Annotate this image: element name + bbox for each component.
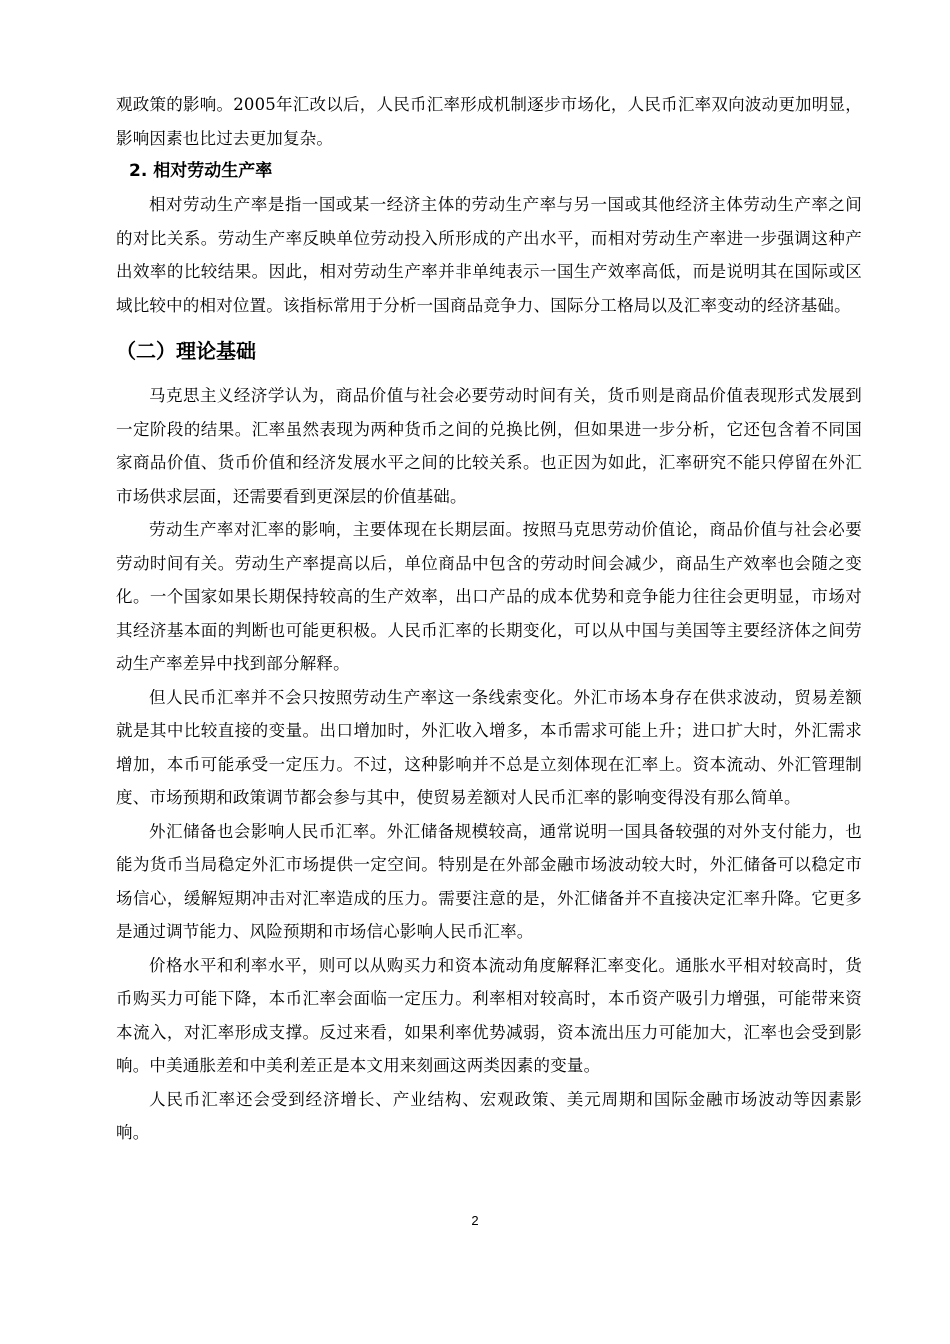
body-paragraph: 外汇储备也会影响人民币汇率。外汇储备规模较高，通常说明一国具备较强的对外支付能力，也能为货币当局稳定外汇市场提供一定空间。特别是在外部金融市场波动较大时，外汇储备可以稳定市场信心，缓解短期冲击对汇率造成的压力。需要注意的是，外汇储备并不直接决定汇率升降。它更多是通过调节能力、风险预期和市场信心影响人民币汇率。 [116,821,862,941]
subsection-paragraph: 相对劳动生产率是指一国或某一经济主体的劳动生产率与另一国或其他经济主体劳动生产率之间的对比关系。劳动生产率反映单位劳动投入所形成的产出水平，而相对劳动生产率进一步强调这种产出效率的比较结果。因此，相对劳动生产率并非单纯表示一国生产效率高低，而是说明其在国际或区域比较中的相对位置。该指标常用于分析一国商品竞争力、国际分工格局以及汇率变动的经济基础。 [116,195,862,315]
page-number: 2 [471,1213,479,1228]
section-heading: （二）理论基础 [116,339,256,363]
body-paragraph: 劳动生产率对汇率的影响，主要体现在长期层面。按照马克思劳动价值论，商品价值与社会必要劳动时间有关。劳动生产率提高以后，单位商品中包含的劳动时间会减少，商品生产效率也会随之变化。一个国家如果长期保持较高的生产效率，出口产品的成本优势和竞争能力往往会更明显，市场对其经济基本面的判断也可能更积极。人民币汇率的长期变化，可以从中国与美国等主要经济体之间劳动生产率差异中找到部分解释。 [116,520,862,673]
body-paragraph: 人民币汇率还会受到经济增长、产业结构、宏观政策、美元周期和国际金融市场波动等因素影响。 [116,1089,862,1142]
document-page [116,88,862,1150]
subsection-heading: 2. 相对劳动生产率 [129,161,273,181]
body-paragraph: 但人民币汇率并不会只按照劳动生产率这一条线索变化。外汇市场本身存在供求波动，贸易差额就是其中比较直接的变量。出口增加时，外汇收入增多，本币需求可能上升；进口扩大时，外汇需求增加，本币可能承受一定压力。不过，这种影响并不总是立刻体现在汇率上。资本流动、外汇管理制度、市场预期和政策调节都会参与其中，使贸易差额对人民币汇率的影响变得没有那么简单。 [116,687,862,807]
body-paragraph: 马克思主义经济学认为，商品价值与社会必要劳动时间有关，货币则是商品价值表现形式发展到一定阶段的结果。汇率虽然表现为两种货币之间的兑换比例，但如果进一步分析，它还包含着不同国家商品价值、货币价值和经济发展水平之间的比较关系。也正因为如此，汇率研究不能只停留在外汇市场供求层面，还需要看到更深层的价值基础。 [116,386,862,506]
body-paragraph: 价格水平和利率水平，则可以从购买力和资本流动角度解释汇率变化。通胀水平相对较高时，货币购买力可能下降，本币汇率会面临一定压力。利率相对较高时，本币资产吸引力增强，可能带来资本流入，对汇率形成支撑。反过来看，如果利率优势减弱，资本流出压力可能加大，汇率也会受到影响。中美通胀差和中美利差正是本文用来刻画这两类因素的变量。 [116,955,862,1075]
intro-paragraph: 观政策的影响。2005年汇改以后，人民币汇率形成机制逐步市场化，人民币汇率双向波动更加明显，影响因素也比过去更加复杂。 [116,95,862,148]
